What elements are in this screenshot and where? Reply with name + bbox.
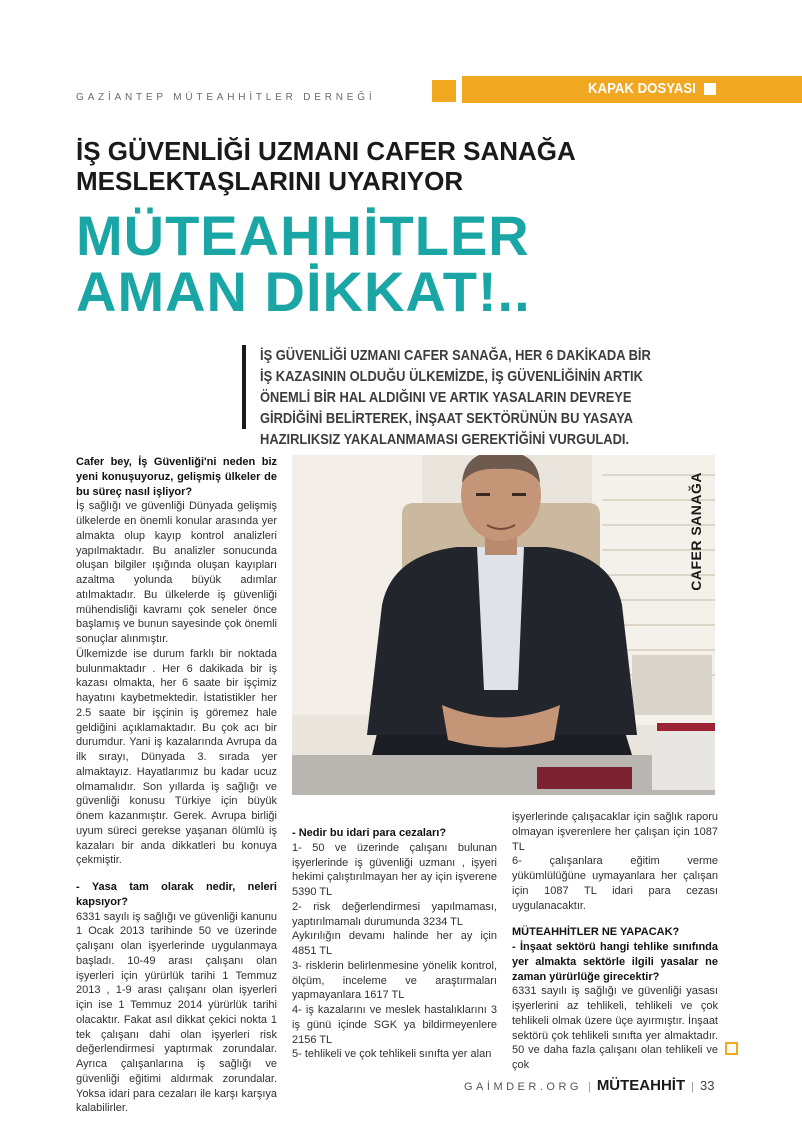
column-1 (76, 455, 277, 1116)
paragraph: Aykırılığın devamı halinde her ay için 4851 TL (292, 930, 497, 957)
lead-rule (242, 345, 246, 429)
end-square-icon (725, 1042, 738, 1055)
paragraph: 4- iş kazalarını ve meslek hastalıklarını 3 iş günü içinde SGK ya bildirmeyenlere 2156 TL (292, 1004, 497, 1046)
paragraph: Ülkemizde ise durum farklı bir noktada bulunmaktadır . Her 6 dakikada bir iş kazası olmakta, her 6 saate bir işçimiz hayatını kaybetmektedir. İstatistikler her 2.5 saate bir işçinin iş göremez hale geldiğini açıklamaktadır. Bu çok acı bir durumdur. Yani iş kazalarında Avrupa da ilk sırayı, Dünyada 3. sırada yer almaktayız. Hayatlarımız bu kadar ucuz olmamalıdır. Son yıllarda iş sağlığı ve güvenliği konusu Türkiye için büyük önem kazanmıştır. Gerek. Avrupa birliği uyum süreci gerekse yaşanan ölümlü iş kazaları bir anda dikkatleri bu konuya çekmiştir. (76, 647, 277, 867)
footer-site: GAİMDER.ORG (464, 1081, 582, 1093)
paragraph: 1- 50 ve üzerinde çalışanı bulunan işyerlerinde iş güvenliği uzmanı , işyeri hekimi çalıştırılmayan her ay için işverene 5390 TL (292, 841, 497, 898)
paragraph: 6331 sayılı iş sağlığı ve güvenliği kanunu 1 Ocak 2013 tarihinde 50 ve üzerinde çalışanı olan işyerlerinde uygulanmaya başladı. 10-49 arası çalışanı olan işyerleri için yürürlük tarihi 1 Temmuz 2013 , 1-9 arası çalışanı olan işyerleri için ise 1 Temmuz 2014 yürürlük tarihi olacaktır. Fakat asıl dikkat çekici nokta 1 tek çalışanı dahi olan işyerleri risk değerlendirmesi yaptırmak zorundalar. Ayrıca çalışanlarına iş sağlığı ve güvenliği eğitimi aldırmak zorundalar. Yoksa idari para cezaları ile karşı karşıya kalabilirler. (76, 910, 277, 1115)
paragraph: İş sağlığı ve güvenliği Dünyada gelişmiş ülkelerde en önemli konular arasında yer almakta olup kayıp kontrol analizleri yapılmaktadır. Bu analizler sonucunda oluşan bilgiler ışığında oluşan kayıpları azaltma yolunda büyük adımlar atılmaktadır. Bu ülkelerde iş güvenliği mühendisliği kavramı çok seneler önce başlamış ve bunun sayesinde çok önemli sonuçlar alınmıştır. (76, 500, 277, 645)
headline-line-1: MÜTEAHHİTLER (76, 204, 530, 267)
question-2: - Yasa tam olarak nedir, neleri kapsıyor? (76, 881, 277, 908)
header-accent-block (432, 80, 456, 102)
paragraph: 6- çalışanlara eğitim verme yükümlülüğüne uymayanlara her çalışan için 1087 TL idari para cezası uygulanacaktır. (512, 855, 718, 912)
section-label: KAPAK DOSYASI (588, 80, 696, 97)
footer-brand: MÜTEAHHİT (596, 1077, 686, 1094)
section-heading: MÜTEAHHİTLER NE YAPACAK? (512, 926, 680, 939)
paragraph: 3- risklerin belirlenmesine yönelik kontrol, ölçüm, inceleme ve araştırmaları yapmayanlara 1617 TL (292, 959, 497, 1002)
question-sector: - İnşaat sektörü hangi tehlike sınıfında yer almakta sektörle ilgili yasalar ne zaman yürürlüğe girecektir? (512, 941, 718, 983)
article-headline (76, 204, 531, 323)
page-number: 33 (700, 1078, 715, 1093)
paragraph: 6331 sayılı iş sağlığı ve güvenliği yasası işyerlerini az tehlikeli, tehlikeli ve çok tehlikeli olmak üzere üçe ayırmıştır. İnşaat sektörü çok tehlikeli sınıfta yer almaktadır. 50 ve daha fazla çalışanı olan tehlikeli ve çok (512, 985, 718, 1071)
association-name: GAZİANTEP MÜTEAHHİTLER DERNEĞİ (76, 92, 376, 103)
article-kicker: İŞ GÜVENLİĞİ UZMANI CAFER SANAĞA MESLEKTAŞLARINI UYARIYOR (76, 136, 575, 196)
paragraph: 5- tehlikeli ve çok tehlikeli sınıfta yer alan (292, 1048, 492, 1061)
column-3 (512, 810, 718, 1073)
paragraph: işyerlerinde çalışacaklar için sağlık raporu olmayan işverenlere her çalışan için 1087 TL (512, 811, 718, 853)
photo-caption: CAFER SANAĞA (688, 472, 704, 591)
portrait-photo (292, 455, 715, 795)
section-square-icon (704, 83, 716, 95)
headline-line-2: AMAN DİKKAT!.. (76, 260, 531, 323)
page-footer: GAİMDER.ORG | MÜTEAHHİT | 33 (464, 1077, 715, 1094)
portrait-illustration (292, 455, 715, 795)
question-1: Cafer bey, İş Güvenliği'ni neden biz yeni konuşuyoruz, gelişmiş ülkeler de bu süreç nasıl işliyor? (76, 456, 277, 498)
question-penalties: - Nedir bu idari para cezaları? (292, 827, 447, 839)
column-2 (292, 826, 497, 1062)
article-lead: İŞ GÜVENLİĞİ UZMANI CAFER SANAĞA, HER 6 DAKİKADA BİR İŞ KAZASININ OLDUĞU ÜLKEMİZDE, İŞ GÜVENLİĞİNİN ARTIK ÖNEMLİ BİR HAL ALDIĞINI VE ARTIK YASALARIN DEVREYE GİRDİĞİNİ BELİRTEREK, İNŞAAT SEKTÖRÜNÜN BU YASAYA HAZIRLIKSIZ YAKALANMAMASI GEREKTİĞİNİ VURGULADI. (260, 347, 651, 448)
paragraph: 2- risk değerlendirmesi yapılmaması, yaptırılmamalı durumunda 3234 TL (292, 900, 497, 928)
